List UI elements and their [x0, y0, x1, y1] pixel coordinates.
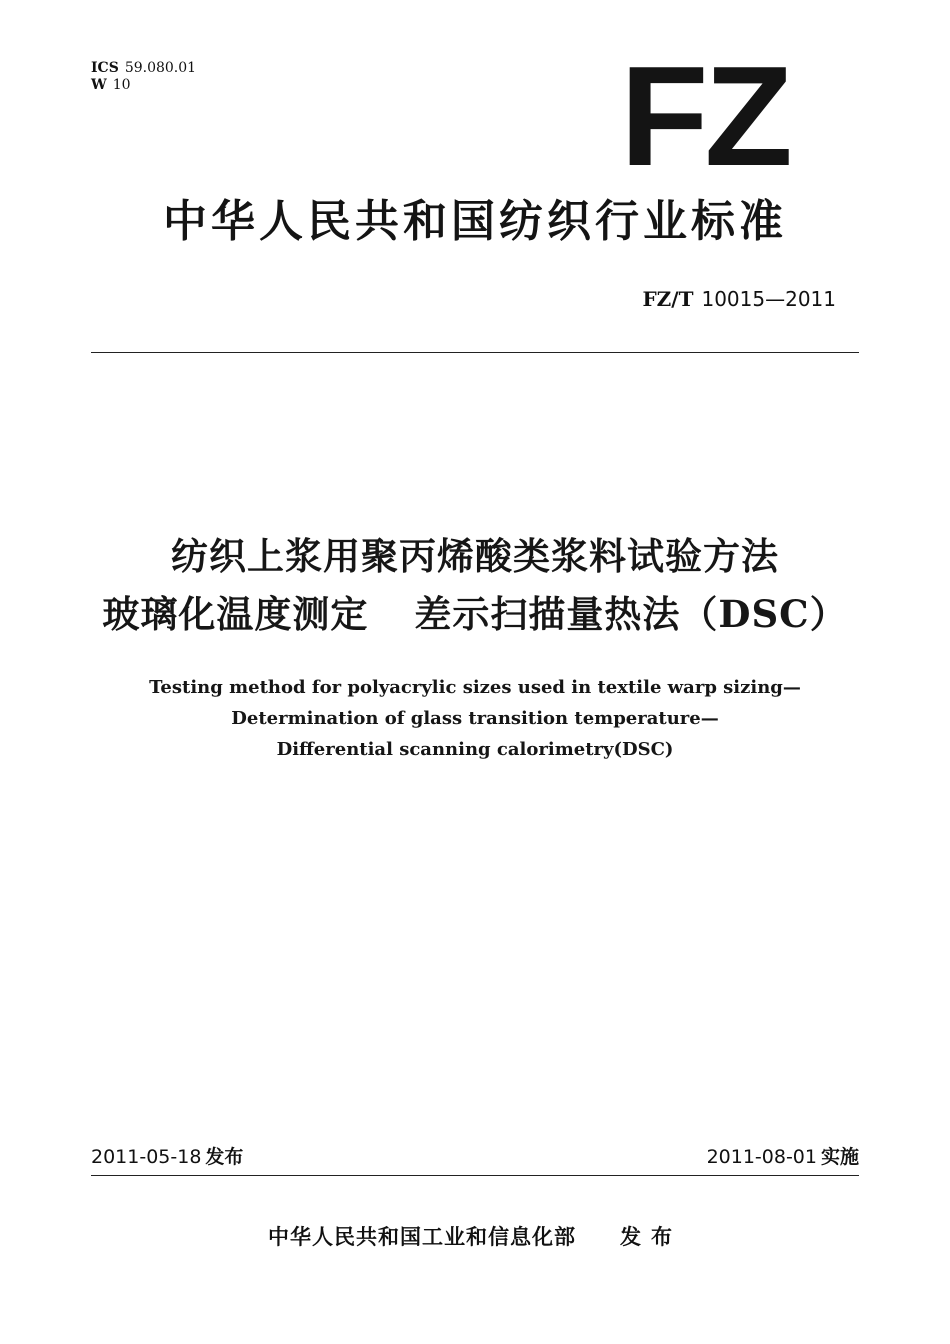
- standard-title: 中华人民共和国纺织行业标准: [163, 196, 787, 247]
- issue-date-value: 2011-05-18: [91, 1146, 202, 1168]
- ics-label: ICS: [91, 60, 119, 76]
- cn-title-part2: 差示扫描量热法: [414, 593, 681, 636]
- fz-logo: FZ: [620, 37, 789, 196]
- cn-title-line2: [0, 587, 950, 642]
- standard-number: [642, 286, 836, 312]
- ics-line: [91, 60, 196, 77]
- classification-block: [91, 60, 196, 94]
- cn-title-dsc: （DSC）: [680, 592, 848, 636]
- publisher: [0, 1222, 950, 1252]
- implement-date: [707, 1144, 859, 1170]
- w-label: W: [91, 77, 107, 93]
- issue-label: 发布: [205, 1146, 244, 1168]
- cn-title-part1: 玻璃化温度测定: [102, 593, 369, 636]
- ics-value: 59.080.01: [124, 60, 197, 76]
- en-title-line1: Testing method for polyacrylic sizes used in textile warp sizing—: [149, 677, 801, 698]
- bottom-divider: [91, 1175, 859, 1176]
- publisher-name: 中华人民共和国工业和信息化部: [268, 1225, 576, 1249]
- issue-date: [91, 1144, 243, 1170]
- implement-label: 实施: [820, 1146, 859, 1168]
- en-title-line3: Differential scanning calorimetry(DSC): [276, 739, 674, 760]
- standard-number-value: 10015—2011: [701, 287, 836, 311]
- standard-code: FZ/T: [642, 287, 694, 311]
- w-line: [91, 77, 196, 94]
- top-divider: [91, 352, 859, 353]
- cn-title-line1: 纺织上浆用聚丙烯酸类浆料试验方法: [171, 535, 779, 578]
- implement-date-value: 2011-08-01: [706, 1146, 817, 1168]
- en-title-line2: Determination of glass transition temperature—: [231, 708, 719, 729]
- publisher-action: 发布: [620, 1225, 682, 1249]
- w-value: 10: [112, 77, 131, 93]
